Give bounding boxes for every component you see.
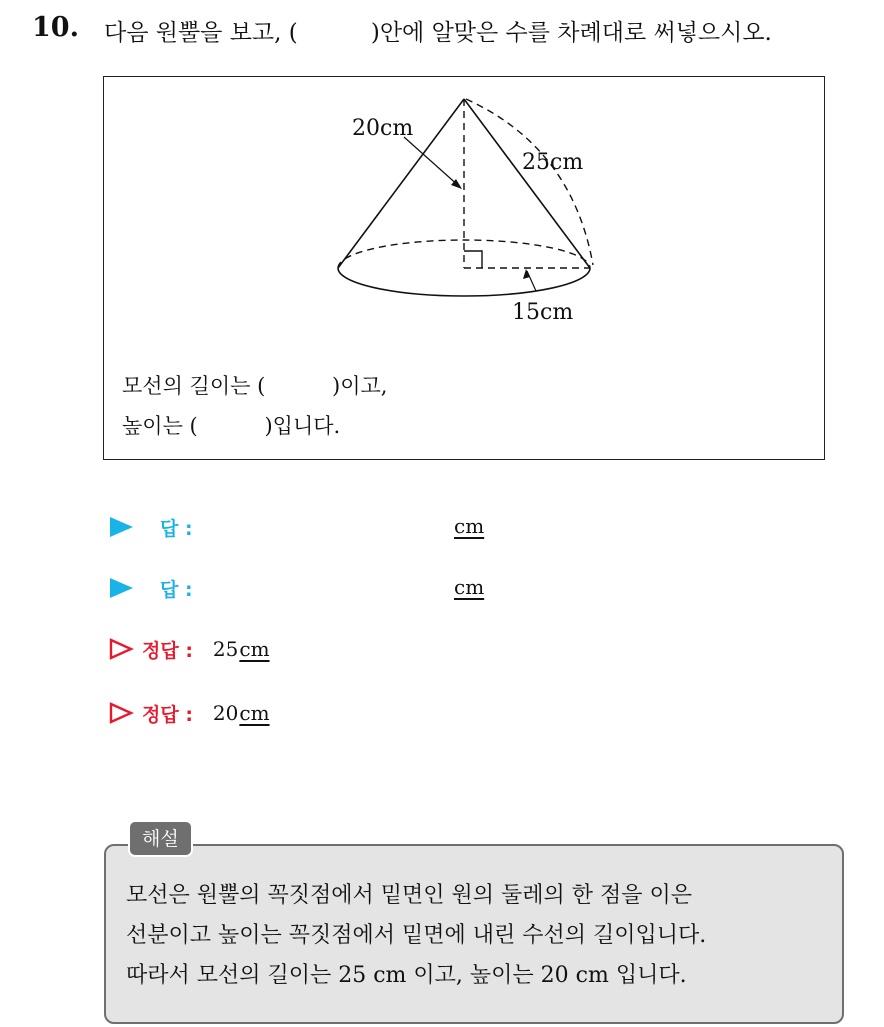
answer-label: 답 : — [160, 578, 193, 601]
correct-unit: cm — [239, 701, 270, 725]
box-text-line-2: 높이는 ( )입니다. — [122, 414, 341, 438]
label-radius: 15cm — [512, 300, 574, 325]
correct-label: 정답 : — [142, 703, 193, 726]
cone-right-side — [464, 99, 590, 268]
answer-unit-2[interactable]: cm — [454, 575, 485, 599]
label-height: 20cm — [352, 116, 414, 141]
explanation-line-3: 따라서 모선의 길이는 25 cm 이고, 높이는 20 cm 입니다. — [126, 963, 687, 988]
blue-arrow-icon — [108, 516, 134, 538]
answer-unit-1[interactable]: cm — [454, 514, 485, 538]
cone-diagram — [104, 77, 826, 461]
correct-value: 25 — [212, 637, 239, 661]
label-slant: 25cm — [522, 150, 584, 175]
cone-base-front — [338, 268, 590, 296]
correct-label: 정답 : — [142, 639, 193, 662]
box-text-line-1: 모선의 길이는 ( )이고, — [122, 374, 388, 398]
slant-brace — [466, 99, 593, 265]
right-angle-mark — [464, 251, 482, 268]
red-outline-arrow-icon — [108, 702, 134, 724]
answer-row-1 — [108, 512, 193, 542]
explanation-line-2: 선분이고 높이는 꼭짓점에서 밑면에 내린 수선의 길이입니다. — [126, 923, 707, 948]
explanation-line-1: 모선은 원뿔의 꼭짓점에서 밑면인 원의 둘레의 한 점을 이은 — [126, 883, 692, 908]
answer-label: 답 : — [160, 517, 193, 540]
red-outline-arrow-icon — [108, 638, 134, 660]
explanation-tag: 해설 — [128, 820, 193, 857]
correct-row-1 — [108, 634, 270, 664]
correct-unit: cm — [239, 637, 270, 661]
question-text: 다음 원뿔을 보고, ( )안에 알맞은 수를 차례대로 써넣으시오. — [104, 20, 772, 46]
blue-arrow-icon — [108, 577, 134, 599]
figure-box — [103, 76, 825, 460]
question-number: 10. — [32, 12, 79, 43]
height-leader — [404, 137, 460, 187]
answer-row-2 — [108, 573, 193, 603]
correct-row-2 — [108, 698, 270, 728]
correct-value: 20 — [212, 701, 239, 725]
